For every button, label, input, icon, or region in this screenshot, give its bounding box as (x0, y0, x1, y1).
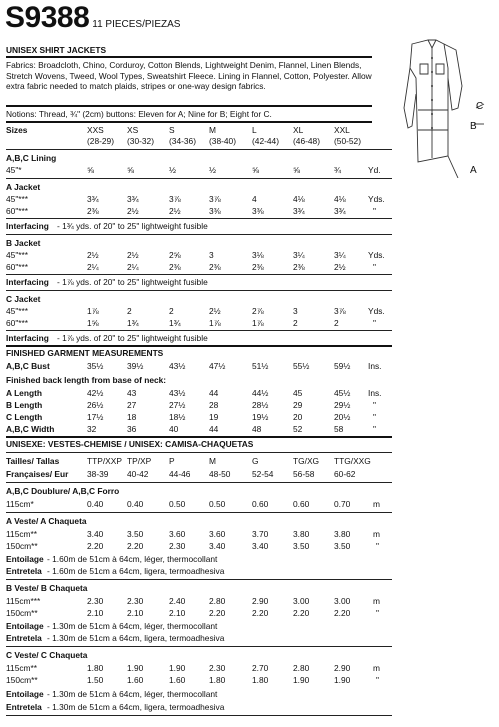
view-label-b: B (470, 121, 477, 132)
measurement-value: 29 (293, 400, 303, 410)
yardage-row (0, 251, 499, 261)
metrage-value: 2.20 (334, 608, 351, 618)
metrage-value: 2.90 (252, 596, 269, 606)
divider (6, 646, 392, 647)
size-range: (46-48) (293, 136, 320, 146)
measurement-value: 20½ (334, 412, 351, 422)
divider (6, 512, 392, 513)
interfacing-text: - 1.30m de 51cm a 64cm, ligera, termoadhesiva (47, 702, 225, 712)
fr-lining-title: A,B,C Doublure/ A,B,C Forro (6, 486, 120, 496)
interfacing-text: - 1.60m de 51cm à 64cm, léger, thermocollant (47, 554, 218, 564)
metrage-value: 1.80 (209, 675, 226, 685)
measurement-value: 36 (127, 424, 137, 434)
measurement-value: 44 (209, 424, 219, 434)
divider (6, 345, 392, 347)
yardage-value: 2 (334, 318, 339, 328)
measurement-value: 27 (127, 400, 137, 410)
fabric-width: 60"*** (6, 318, 29, 328)
a-veste-title: A Veste/ A Chaqueta (6, 516, 87, 526)
yardage-value: 1⅞ (252, 318, 264, 328)
metrage-value: 2.80 (209, 596, 226, 606)
yardage-value: 3⅞ (169, 194, 181, 204)
yardage-value: 2¼ (87, 262, 99, 272)
fabrics-text: Fabrics: Broadcloth, Chino, Corduroy, Cotton Blends, Lightweight Denim, Flannel, Linen Blends, Stretch Wovens, Tweed, Wool Types, Sweatshirt Fleece. Lining in Flannel, Cotton, Polyester. Allow extra fabric needed to match plaids, stripes or one-way design fabrics. (6, 60, 372, 91)
eur-size: 44-46 (169, 469, 191, 479)
sizes-label: Sizes (6, 125, 28, 135)
eur-size: 60-62 (334, 469, 356, 479)
measurement-value: 43½ (169, 388, 186, 398)
interfacing-text: - 1.30m de 51cm a 64cm, ligera, termoadhesiva (47, 633, 225, 643)
metrage-value: 3.60 (169, 529, 186, 539)
yardage-value: 2½ (169, 206, 181, 216)
metrage-row (0, 500, 499, 510)
interfacing-label: Entoilage (6, 689, 44, 699)
metrage-value: 3.60 (209, 529, 226, 539)
metrage-value: 1.90 (127, 663, 144, 673)
interfacing-label: Entretela (6, 566, 42, 576)
yardage-value: 3⅜ (252, 206, 264, 216)
yardage-value: 3¼ (293, 250, 305, 260)
unit: m (373, 596, 380, 606)
size-range: (42-44) (252, 136, 279, 146)
measurement-value: 28 (209, 400, 219, 410)
notions-text: Notions: Thread, ¾" (2cm) buttons: Eleven for A; Nine for B; Eight for C. (6, 109, 272, 119)
measurement-value: 55½ (293, 361, 310, 371)
yardage-value: 3⅜ (209, 206, 221, 216)
yardage-value: 2⅞ (252, 306, 264, 316)
measurement-value: 39½ (127, 361, 144, 371)
yardage-row (0, 307, 499, 317)
yardage-value: 3⅞ (334, 306, 346, 316)
size: XXL (334, 125, 350, 135)
yardage-value: ½ (169, 165, 176, 175)
divider (6, 149, 392, 150)
divider (6, 121, 372, 123)
divider (6, 178, 392, 179)
interfacing-note (0, 334, 499, 344)
size-range: (30-32) (127, 136, 154, 146)
yardage-value: 2½ (127, 206, 139, 216)
metrage-value: 2.10 (87, 608, 104, 618)
measurement-value: 17½ (87, 412, 104, 422)
fabric-width: 45"*** (6, 194, 29, 204)
size: P (169, 456, 175, 466)
measurement-row (0, 425, 499, 435)
measurement-value: 19½ (252, 412, 269, 422)
yardage-value: ⅝ (87, 165, 94, 175)
yardage-value: 3¼ (334, 250, 346, 260)
metrage-value: 2.20 (87, 541, 104, 551)
measurement-value: 58 (334, 424, 344, 434)
size: TG/XG (293, 456, 320, 466)
metrage-value: 3.40 (209, 541, 226, 551)
yardage-value: 1¾ (127, 318, 139, 328)
yardage-value: ⅝ (127, 165, 134, 175)
yardage-value: 1⅞ (87, 306, 99, 316)
yardage-value: 2 (169, 306, 174, 316)
divider (6, 105, 372, 107)
yardage-value: 2¼ (127, 262, 139, 272)
unit: Ins. (368, 361, 382, 371)
measurement-value: 52 (293, 424, 303, 434)
metrage-value: 1.90 (169, 663, 186, 673)
divider (6, 274, 392, 275)
fabric-width: 45"*** (6, 250, 29, 260)
unit: m (373, 663, 380, 673)
metrage-value: 2.20 (293, 608, 310, 618)
measurement-value: 28½ (252, 400, 269, 410)
yardage-value: ⅝ (293, 165, 300, 175)
interfacing-text: - 1.30m de 51cm à 64cm, léger, thermocollant (47, 621, 218, 631)
size-range: (34-36) (169, 136, 196, 146)
yardage-value: 4 (252, 194, 257, 204)
size-range: (28-29) (87, 136, 114, 146)
yardage-value: 3⅞ (209, 194, 221, 204)
pattern-number: S9388 (5, 1, 90, 34)
divider (6, 330, 392, 331)
metrage-value: 2.30 (209, 663, 226, 673)
a-jacket-title: A Jacket (6, 182, 41, 192)
measurement-row (0, 401, 499, 411)
yardage-value: 1¾ (169, 318, 181, 328)
metrage-value: 2.10 (127, 608, 144, 618)
metrage-value: 1.60 (169, 675, 186, 685)
divider (6, 452, 392, 453)
interfacing-label: Interfacing (6, 333, 49, 343)
unit: Yds. (368, 250, 385, 260)
yardage-value: 3¾ (334, 206, 346, 216)
fabric-width: 45"*** (6, 306, 29, 316)
metrage-value: 3.40 (252, 541, 269, 551)
divider (6, 56, 372, 58)
yardage-value: 2½ (127, 250, 139, 260)
metrage-value: 2.20 (127, 541, 144, 551)
fr-sizes-row (0, 457, 499, 467)
measurement-value: 40 (169, 424, 179, 434)
interfacing-note (0, 222, 499, 232)
metrage-value: 2.20 (209, 608, 226, 618)
fabric-width: 45"* (6, 165, 22, 175)
interfacing-label: Entoilage (6, 554, 44, 564)
metrage-value: 3.00 (293, 596, 310, 606)
metrage-value: 2.30 (87, 596, 104, 606)
metrage-value: 0.40 (127, 499, 144, 509)
measurement-value: 29½ (334, 400, 351, 410)
unit: Yds. (368, 194, 385, 204)
size-range: (38-40) (209, 136, 236, 146)
view-label-c: C (476, 101, 484, 112)
size: TP/XP (127, 456, 152, 466)
divider (6, 715, 392, 716)
interfacing-note (0, 555, 499, 565)
size: M (209, 456, 216, 466)
interfacing-label: Interfacing (6, 221, 49, 231)
metrage-value: 3.70 (252, 529, 269, 539)
size-range: (50-52) (334, 136, 361, 146)
bust-label: A,B,C Bust (6, 361, 50, 371)
unit: " (373, 412, 376, 422)
size: M (209, 125, 216, 135)
metrage-value: 3.40 (87, 529, 104, 539)
length-title: Finished back length from base of neck: (6, 375, 167, 385)
size-ranges-row (0, 137, 499, 147)
eur-size: 48-50 (209, 469, 231, 479)
yardage-value: 2⅝ (169, 250, 181, 260)
yardage-value: 1⅝ (87, 318, 99, 328)
metrage-value: 0.70 (334, 499, 351, 509)
metrage-value: 3.80 (293, 529, 310, 539)
fabric-width: 115cm** (6, 663, 38, 673)
unit: " (376, 608, 379, 618)
interfacing-text: - 1⅞ yds. of 20" to 25" lightweight fusible (57, 277, 208, 287)
metrage-value: 1.80 (252, 675, 269, 685)
yardage-value: 2½ (87, 250, 99, 260)
yardage-value: 2⅜ (252, 262, 264, 272)
yardage-row (0, 195, 499, 205)
metrage-value: 2.30 (169, 541, 186, 551)
interfacing-text: - 1.30m de 51cm à 64cm, léger, thermocollant (47, 689, 218, 699)
measurement-value: 51½ (252, 361, 269, 371)
pattern-header (5, 3, 180, 33)
interfacing-label: Entretela (6, 702, 42, 712)
pieces-count: 11 PIECES/PIEZAS (92, 19, 181, 30)
unit: " (373, 318, 376, 328)
divider (6, 234, 392, 235)
view-label-a: A (470, 165, 477, 176)
eur-size: 56-58 (293, 469, 315, 479)
measurement-value: 42½ (87, 388, 104, 398)
measurement-value: 48 (252, 424, 262, 434)
metrage-value: 0.50 (169, 499, 186, 509)
interfacing-text: - 1¾ yds. of 20" to 25" lightweight fusible (57, 221, 208, 231)
yardage-value: 2⅜ (293, 262, 305, 272)
lining-title: A,B,C Lining (6, 153, 57, 163)
measurement-value: 59½ (334, 361, 351, 371)
metrage-value: 1.60 (127, 675, 144, 685)
interfacing-note (0, 703, 499, 713)
yardage-value: 3⅛ (252, 250, 264, 260)
fabric-width: 150cm** (6, 608, 38, 618)
measurement-label: A Length (6, 388, 42, 398)
unit: " (373, 400, 376, 410)
metrage-value: 2.30 (127, 596, 144, 606)
size: S (169, 125, 175, 135)
eur-label: Françaises/ Eur (6, 469, 69, 479)
bust-row (0, 362, 499, 372)
fabric-width: 115cm*** (6, 596, 41, 606)
fabric-width: 115cm** (6, 529, 38, 539)
metrage-value: 1.90 (293, 675, 310, 685)
metrage-value: 3.00 (334, 596, 351, 606)
yardage-value: 2½ (209, 306, 221, 316)
measurement-value: 18½ (169, 412, 186, 422)
metrage-value: 2.10 (169, 608, 186, 618)
metrage-row (0, 664, 499, 674)
doc-title: UNISEX SHIRT JACKETS (6, 45, 107, 55)
interfacing-note (0, 567, 499, 577)
yardage-row (0, 207, 499, 217)
unit: " (376, 675, 379, 685)
yardage-value: 3 (209, 250, 214, 260)
yardage-value: ⅝ (252, 165, 259, 175)
fabric-width: 60"*** (6, 262, 29, 272)
divider (6, 218, 392, 219)
measurement-label: A,B,C Width (6, 424, 55, 434)
metrage-value: 2.70 (252, 663, 269, 673)
sizes-label: Tailles/ Tallas (6, 456, 60, 466)
metrage-value: 3.50 (293, 541, 310, 551)
yardage-value: 3¾ (87, 194, 99, 204)
metrage-value: 3.50 (334, 541, 351, 551)
measurement-value: 26½ (87, 400, 104, 410)
interfacing-note (0, 278, 499, 288)
measurement-value: 44 (209, 388, 219, 398)
measurement-value: 45 (293, 388, 303, 398)
measurement-row (0, 413, 499, 423)
measurement-value: 20 (293, 412, 303, 422)
measurement-label: C Length (6, 412, 43, 422)
fabric-width: 60"*** (6, 206, 29, 216)
fr-title: UNISEXE: VESTES-CHEMISE / UNISEX: CAMISA-CHAQUETAS (6, 439, 254, 449)
unit: " (376, 541, 379, 551)
eur-size: 40-42 (127, 469, 149, 479)
interfacing-text: - 1.60m de 51cm a 64cm, ligera, termoadhesiva (47, 566, 225, 576)
finished-title: FINISHED GARMENT MEASUREMENTS (6, 348, 164, 358)
interfacing-text: - 1⅞ yds. of 20" to 25" lightweight fusible (57, 333, 208, 343)
divider (6, 579, 392, 580)
measurement-value: 18 (127, 412, 137, 422)
sizes-row (0, 126, 499, 136)
metrage-row (0, 609, 499, 619)
b-veste-title: B Veste/ B Chaqueta (6, 583, 88, 593)
measurement-value: 35½ (87, 361, 104, 371)
metrage-value: 2.40 (169, 596, 186, 606)
c-jacket-title: C Jacket (6, 294, 41, 304)
divider (6, 290, 392, 291)
size: TTP/XXP (87, 456, 122, 466)
metrage-value: 2.90 (334, 663, 351, 673)
fr-eur-row (0, 470, 499, 480)
measurement-row (0, 389, 499, 399)
unit: m (373, 529, 380, 539)
interfacing-label: Interfacing (6, 277, 49, 287)
metrage-value: 2.20 (252, 608, 269, 618)
size: XXS (87, 125, 104, 135)
yardage-row (0, 319, 499, 329)
measurement-value: 27½ (169, 400, 186, 410)
yardage-value: 3¾ (293, 206, 305, 216)
unit: Yd. (368, 165, 381, 175)
yardage-row (0, 263, 499, 273)
yardage-value: ¾ (334, 165, 341, 175)
interfacing-note (0, 634, 499, 644)
yardage-value: 2⅜ (209, 262, 221, 272)
unit: " (373, 424, 376, 434)
size: TTG/XXG (334, 456, 371, 466)
yardage-value: 2 (293, 318, 298, 328)
metrage-value: 1.90 (334, 675, 351, 685)
unit: " (373, 262, 376, 272)
yardage-value: 4⅛ (293, 194, 305, 204)
size: XL (293, 125, 304, 135)
yardage-value: 2⅜ (169, 262, 181, 272)
yardage-row (0, 166, 499, 176)
fabric-width: 115cm* (6, 499, 34, 509)
eur-size: 52-54 (252, 469, 274, 479)
unit: Yds. (368, 306, 385, 316)
metrage-value: 0.60 (293, 499, 310, 509)
interfacing-note (0, 622, 499, 632)
metrage-value: 2.80 (293, 663, 310, 673)
divider (6, 436, 392, 438)
size: L (252, 125, 257, 135)
yardage-value: 3¾ (127, 194, 139, 204)
measurement-value: 32 (87, 424, 97, 434)
metrage-value: 1.80 (87, 663, 104, 673)
size: XS (127, 125, 139, 135)
size: G (252, 456, 259, 466)
measurement-value: 43 (127, 388, 137, 398)
yardage-value: 2½ (334, 262, 346, 272)
measurement-value: 44½ (252, 388, 269, 398)
metrage-value: 0.60 (252, 499, 269, 509)
measurement-label: B Length (6, 400, 43, 410)
unit: " (373, 206, 376, 216)
measurement-value: 19 (209, 412, 219, 422)
metrage-value: 3.80 (334, 529, 351, 539)
yardage-value: 3 (293, 306, 298, 316)
interfacing-note (0, 690, 499, 700)
b-jacket-title: B Jacket (6, 238, 41, 248)
divider (6, 482, 392, 483)
c-veste-title: C Veste/ C Chaqueta (6, 650, 88, 660)
metrage-value: 0.50 (209, 499, 226, 509)
metrage-row (0, 542, 499, 552)
measurement-value: 45½ (334, 388, 351, 398)
measurement-value: 47½ (209, 361, 226, 371)
unit: Ins. (368, 388, 382, 398)
fabric-width: 150cm** (6, 675, 38, 685)
yardage-value: 4⅛ (334, 194, 346, 204)
metrage-row (0, 597, 499, 607)
metrage-value: 3.50 (127, 529, 144, 539)
yardage-value: ½ (209, 165, 216, 175)
yardage-value: 2⅜ (87, 206, 99, 216)
eur-size: 38-39 (87, 469, 109, 479)
interfacing-label: Entretela (6, 633, 42, 643)
metrage-value: 0.40 (87, 499, 104, 509)
metrage-row (0, 676, 499, 686)
metrage-row (0, 530, 499, 540)
unit: m (373, 499, 380, 509)
measurement-value: 43½ (169, 361, 186, 371)
metrage-value: 1.50 (87, 675, 104, 685)
yardage-value: 1⅞ (209, 318, 221, 328)
yardage-value: 2 (127, 306, 132, 316)
fabric-width: 150cm** (6, 541, 38, 551)
interfacing-label: Entoilage (6, 621, 44, 631)
